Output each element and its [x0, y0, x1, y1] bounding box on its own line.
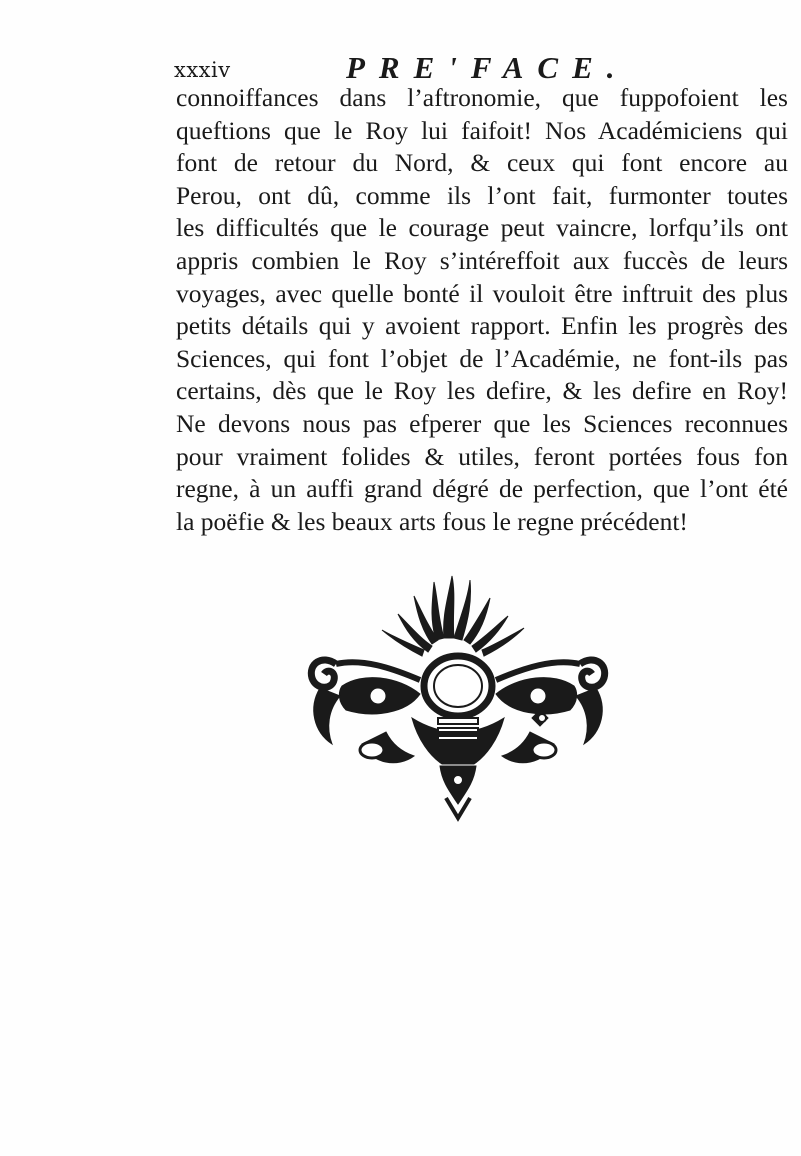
- text-line: certains, dès que le Roy les defire, & les defire en Roy!: [176, 376, 788, 406]
- body-text: [176, 82, 788, 538]
- running-title: PRE'FACE.: [346, 50, 629, 85]
- text-line: queftions que le Roy lui faifoit! Nos Académiciens qui: [176, 115, 788, 145]
- text-line: Ne devons nous pas efperer que les Sciences reconnues: [176, 408, 788, 438]
- text-line: Perou, ont dû, comme ils l’ont fait, furmonter toutes: [176, 180, 788, 210]
- text-line: font de retour du Nord, & ceux qui font encore au: [176, 148, 788, 178]
- text-line: voyages, avec quelle bonté il vouloit être inftruit des plus: [176, 278, 788, 308]
- page-number: xxxiv: [174, 58, 231, 82]
- text-line: la poëfie & les beaux arts fous le regne précédent!: [176, 506, 688, 536]
- text-line: petits détails qui y avoient rapport. Enfin les progrès des: [176, 311, 788, 341]
- text-line: Sciences, qui font l’objet de l’Académie, ne font-ils pas: [176, 343, 788, 373]
- text-line: connoiffances dans l’aftronomie, que fuppofoient les: [176, 83, 788, 112]
- text-line: les difficultés que le courage peut vaincre, lorfqu’ils ont: [176, 213, 788, 243]
- text-line: regne, à un auffi grand dégré de perfection, que l’ont été: [176, 474, 788, 504]
- text-line: pour vraiment folides & utiles, feront portées fous fon: [176, 441, 788, 471]
- fleuron-cul-de-lampe-icon: [302, 568, 614, 824]
- text-line: appris combien le Roy s’intéreffoit aux fuccès de leurs: [176, 245, 788, 275]
